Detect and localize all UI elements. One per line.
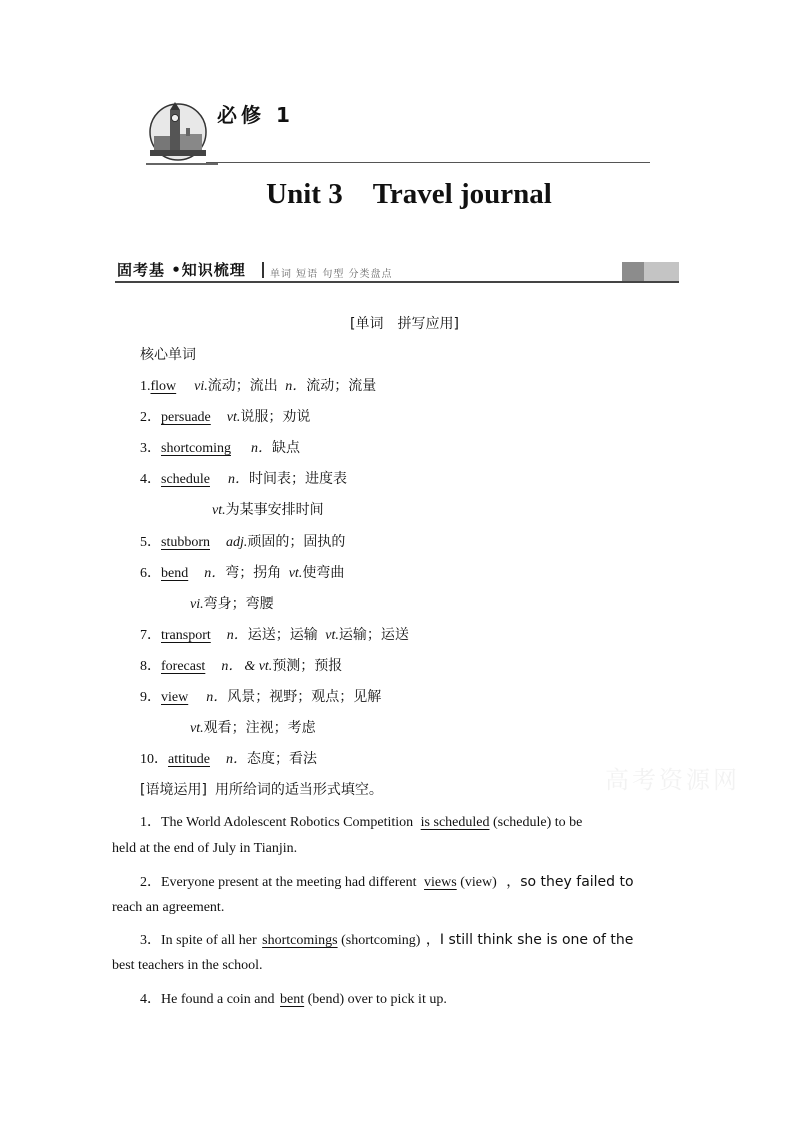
question-number: 4． [140, 992, 161, 1007]
part-of-speech: n． [226, 752, 247, 767]
context-label: [语境运用] [140, 782, 207, 798]
context-heading [140, 779, 383, 799]
part-of-speech: vi. [190, 597, 204, 612]
part-of-speech: vt. [190, 721, 204, 736]
vocab-item-2 [140, 406, 310, 426]
part-of-speech: vt. [212, 503, 226, 518]
question-2-cont: reach an agreement. [112, 900, 225, 915]
definition: 运输；运送 [338, 627, 409, 643]
answer-word: forecast [161, 659, 206, 674]
part-of-speech: n． [227, 472, 249, 487]
core-words-label: 核心单词 [140, 347, 196, 363]
question-1 [140, 811, 582, 831]
definition: 顽固的；固执的 [247, 534, 346, 550]
item-number: 4． [140, 472, 161, 487]
item-number: 8． [140, 659, 161, 674]
vocab-item-4-line2 [212, 499, 324, 519]
definition: 弯；拐角 [225, 565, 282, 581]
context-instruction: 用所给词的适当形式填空。 [214, 782, 383, 798]
answer-word: bend [161, 566, 189, 581]
vocab-item-7 [140, 624, 409, 644]
answer-word: transport [161, 628, 211, 643]
question-number: 2． [140, 875, 161, 890]
part-of-speech: vi. [194, 379, 208, 394]
definition: 为某事安排时间 [225, 502, 324, 518]
definition: 流动；流出 [207, 378, 278, 394]
question-hint: (view) [460, 875, 497, 890]
section-separator [262, 262, 264, 278]
question-text: Everyone present at the meeting had different [161, 875, 417, 890]
definition: 风景；视野；观点；见解 [227, 689, 382, 705]
question-hint: (schedule) to be [492, 815, 583, 830]
vocab-item-9 [140, 686, 381, 706]
question-text: The World Adolescent Robotics Competition [161, 815, 414, 830]
vocab-heading: [单词 拼写应用] [350, 316, 459, 332]
section-subtitle: 单词 短语 句型 分类盘点 [270, 269, 393, 280]
definition: 预测；预报 [272, 658, 343, 674]
watermark: 高考资源网 [605, 766, 740, 794]
section-bar-block-light [644, 262, 679, 281]
item-number: 2． [140, 410, 161, 425]
part-of-speech: adj. [226, 535, 248, 550]
part-of-speech: n． [226, 628, 248, 643]
answer-word: stubborn [161, 535, 210, 550]
item-number: 9． [140, 690, 161, 705]
question-2 [140, 871, 634, 891]
answer-word: attitude [168, 752, 210, 767]
part-of-speech: & vt. [244, 659, 273, 674]
part-of-speech: n． [206, 690, 228, 705]
item-number: 3． [140, 441, 161, 456]
question-text: (bend) over to pick it up. [307, 992, 447, 1007]
vocab-item-5 [140, 531, 345, 551]
definition: 流动；流量 [306, 378, 377, 394]
question-text: ，I still think she is one of the [425, 932, 634, 948]
question-3 [140, 929, 633, 949]
item-number: 10． [140, 752, 168, 767]
definition: 态度；看法 [247, 751, 317, 767]
definition: 时间表；进度表 [248, 471, 347, 487]
answer-fill: is scheduled [420, 815, 490, 830]
vocab-item-1 [140, 375, 376, 395]
book-title: 必修 1 [217, 103, 294, 127]
vocab-item-8 [140, 655, 342, 675]
vocab-item-10 [140, 748, 317, 768]
question-text: In spite of all her [161, 933, 257, 948]
part-of-speech: n． [251, 441, 272, 456]
answer-word: view [161, 690, 189, 705]
definition: 缺点 [272, 440, 300, 456]
part-of-speech: n． [285, 379, 307, 394]
unit-name: Travel journal [372, 178, 552, 210]
vocab-item-3 [140, 437, 300, 457]
answer-fill: shortcomings [262, 933, 338, 948]
question-hint: (shortcoming) [341, 933, 421, 948]
question-4 [140, 988, 447, 1008]
question-text: ，so they failed to [506, 874, 634, 890]
answer-fill: views [424, 875, 457, 890]
vocab-item-6-line2 [190, 593, 274, 613]
item-number: 7． [140, 628, 161, 643]
part-of-speech: vt. [226, 410, 241, 425]
question-3-cont: best teachers in the school. [112, 958, 263, 973]
vocab-item-9-line2 [190, 717, 316, 737]
question-number: 3． [140, 933, 161, 948]
section-bar-block-dark [622, 262, 644, 281]
unit-title [0, 178, 794, 211]
part-of-speech: n． [204, 566, 226, 581]
question-1-cont: held at the end of July in Tianjin. [112, 841, 298, 856]
answer-word: shortcoming [161, 441, 231, 456]
definition: 弯身；弯腰 [203, 596, 274, 612]
section-bar-rule [115, 281, 679, 283]
vocab-item-4 [140, 468, 347, 488]
answer-word: persuade [161, 410, 211, 425]
section-title: 固考基 •知识梳理 [117, 261, 246, 279]
answer-word: schedule [161, 472, 210, 487]
definition: 使弯曲 [302, 565, 345, 581]
part-of-speech: vt. [288, 566, 303, 581]
item-number: 6． [140, 566, 161, 581]
part-of-speech: n． [221, 659, 243, 674]
vocab-item-6 [140, 562, 344, 582]
answer-word: flow [150, 379, 177, 394]
unit-number: Unit 3 [266, 178, 343, 210]
part-of-speech: vt. [325, 628, 339, 643]
definition: 观看；注视；考虑 [203, 720, 316, 736]
big-ben-emblem-icon [146, 100, 218, 170]
answer-fill: bent [280, 992, 305, 1007]
definition: 运送；运输 [247, 627, 318, 643]
question-number: 1． [140, 815, 161, 830]
question-text: He found a coin and [161, 992, 275, 1007]
item-number: 1. [140, 379, 151, 394]
header-divider [206, 162, 650, 163]
item-number: 5． [140, 535, 161, 550]
definition: 说服；劝说 [240, 409, 311, 425]
